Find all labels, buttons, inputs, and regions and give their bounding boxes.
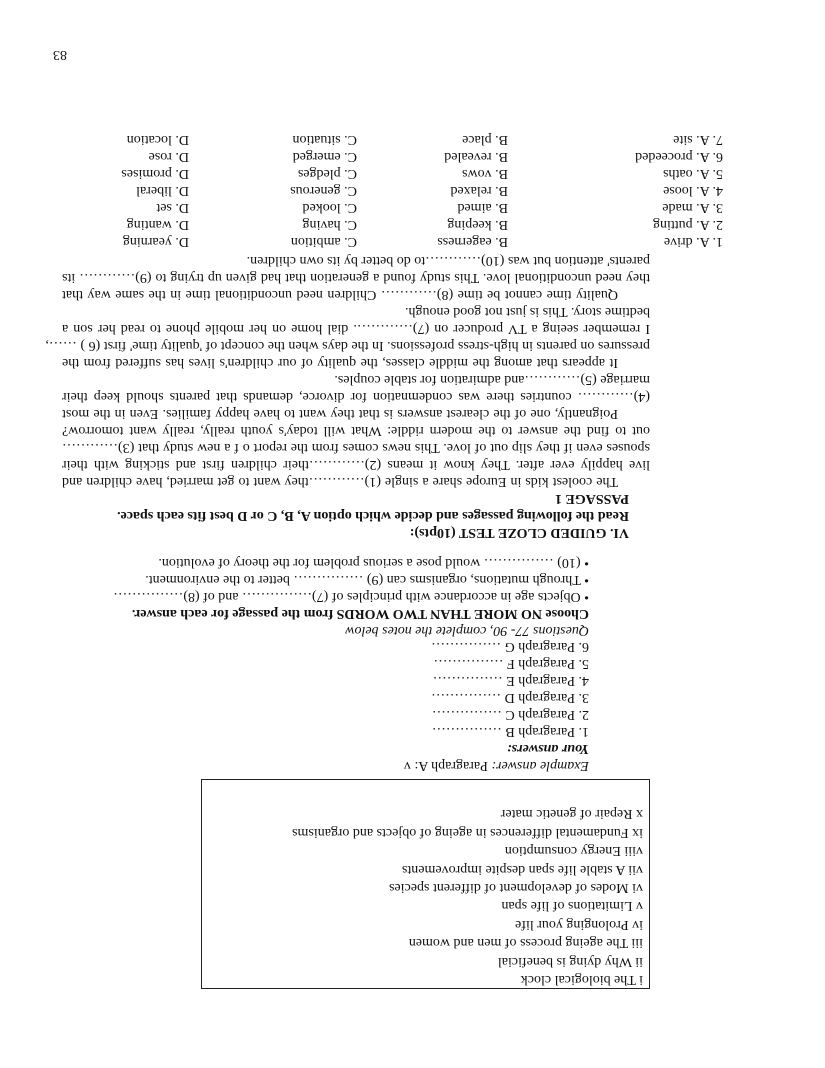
option-a: 4. A. loose [663,183,723,198]
option-d: D. wanting [126,217,189,232]
passage-line: they need unconditional love. This study found a generation that had given up trying to (9)………… its [62,270,650,285]
option-row [0,165,825,181]
passage-line: live happily ever after. They know it means (2)…………their children first and sticking with their [62,457,650,472]
heading-item: iv Prolonging your life [515,916,643,932]
answer-line: 5. Paragraph F …………… [433,656,589,671]
heading-item: viii Energy consumption [504,843,643,859]
section-instruction: Read the following passages and decide which option A, B, C or D best fits each space. [117,508,629,523]
heading-item: v Limitations of life span [501,898,643,914]
option-b: B. keeping [447,217,508,232]
option-a: 2. A. putting [652,217,723,232]
passage-line: It appears that among the middle classes, the quality of our children's lives has suffered from the [62,355,618,370]
heading-item: iii The ageing process of men and women [408,935,643,951]
heading-item: ii Why dying is beneficial [497,953,643,969]
option-a: 6. A. proceeded [635,149,723,164]
section-title: VI. GUIDED CLOZE TEST (10pts): [409,525,629,540]
headings-list-box [201,779,650,989]
option-c: C. situation [292,132,357,147]
heading-item: x Repair of genetic mater [500,806,643,822]
notes-item: • Objects age in accordance with principles of (7)…………… and of (8)…………… [113,589,589,604]
option-c: C. looked [302,200,357,215]
option-d: D. rose [148,149,189,164]
passage-line: marriage (5)…………and admiration for stable couples. [334,372,650,387]
heading-item: vi Modes of development of different species [388,879,643,895]
example-answer-value: Paragraph A: v [403,758,492,773]
notes-instruction-bold: Choose NO MORE THAN TWO WORDS from the passage for each answer. [131,606,589,621]
passage-title: PASSAGE 1 [554,491,629,506]
option-a: 7. A. site [673,132,723,147]
option-a: 1. A. drive [663,234,723,249]
passage-line: out to find the answer to the modern riddle: What will today's youth really, really want tomorrow? [62,423,650,438]
answer-line: 2. Paragraph C …………… [431,707,589,722]
option-d: D. liberal [136,183,189,198]
option-d: D. promises [121,166,189,181]
passage-line: pressures on parents in high-stress professions. In the days when the concept of 'quality time' first (6 ) ……, [45,338,650,353]
option-d: D. set [156,200,189,215]
option-row [0,148,825,164]
option-b: B. place [462,132,508,147]
page-number: 83 [53,47,67,62]
notes-instruction: Questions 77- 90, complete the notes below [345,623,589,638]
option-row [0,216,825,232]
example-answer-label: Example answer: [491,758,589,773]
notes-item: • Through mutations, organisms can (9) …………… better to the environment. [145,572,589,587]
option-b: B. vows [462,166,508,181]
passage-line: parents' attention but was (10)…………to do better by its own children. [246,253,650,268]
heading-item: i The biological clock [520,972,643,987]
option-c: C. emerged [292,149,357,164]
answer-line: 3. Paragraph D …………… [431,690,589,705]
passage-line: spouses even if they slip out of love. This news comes from the report o f a new study that (3)………… [62,440,650,455]
passage-line: Poignantly, one of the clearest answers is that they want to have happy families. Even in the most [62,406,618,421]
option-a: 5. A. oaths [663,166,723,181]
answer-line: 4. Paragraph E …………… [432,673,589,688]
option-row [0,199,825,215]
answer-line: 1. Paragraph B …………… [431,724,589,739]
option-c: C. having [302,217,357,232]
passage-line: Quality time cannot be time (8)………… Children need unconditional time in the same way that [62,287,618,302]
option-b: B. relaxed [450,183,508,198]
option-b: B. eagerness [437,234,508,249]
your-answers-label: Your answers: [506,741,589,756]
passage-line: I remember seeing a TV producer on (7)…………. dial home on her mobile phone to read her son a [62,321,650,336]
option-c: C. ambition [290,234,357,249]
option-row [0,233,825,249]
passage-line: The coolest kids in Europe share a single (1)…………they want to get married, have children and [62,474,618,489]
option-row [0,182,825,198]
passage-line: bedtime story. This is just not good enough. [405,304,650,319]
heading-item: vii A stable life span despite improvements [401,861,643,877]
option-a: 3. A. made [662,200,723,215]
heading-item: ix Fundamental differences in ageing of objects and organisms [292,824,643,840]
option-d: D. location [126,132,189,147]
option-b: B. revealed [444,149,508,164]
option-c: C. generous [290,183,357,198]
answer-line: 6. Paragraph G …………… [431,639,589,654]
option-c: C. pledges [297,166,357,181]
option-row [0,131,825,147]
example-answer [404,757,589,773]
option-d: D. yearning [122,234,189,249]
notes-item: • (10) …………… would pose a serious problem for the theory of evolution. [158,555,589,570]
option-b: B. aimed [457,200,508,215]
passage-line: (4)………… countries there was condemnation for divorce, demands that parents should keep their [62,389,650,404]
